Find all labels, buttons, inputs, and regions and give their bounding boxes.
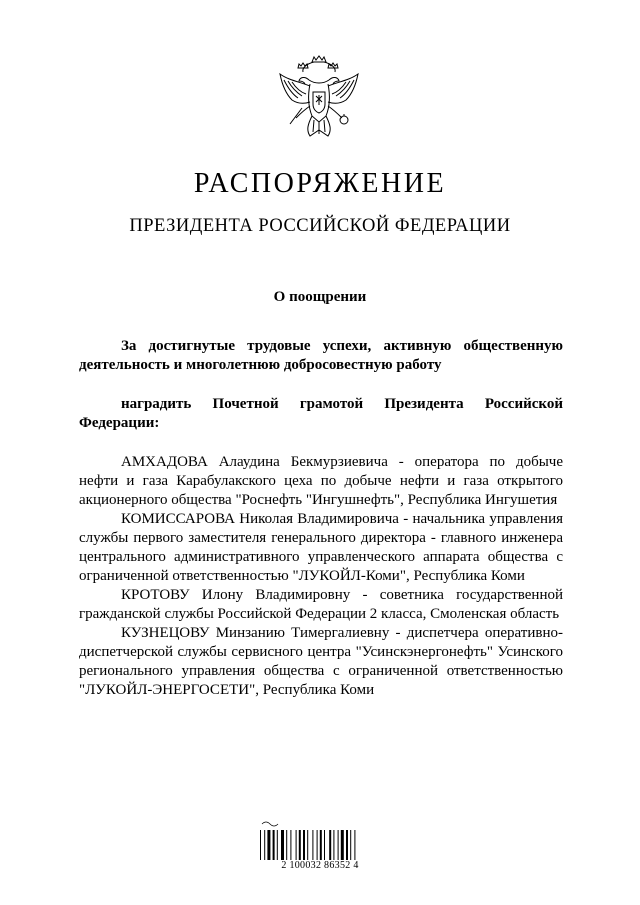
list-item: КУЗНЕЦОВУ Минзанию Тимергалиевну - диспетчера оперативно-диспетчерской службы сервисного центра "Усинскэнергонефть" Усинского регионального управления общества с ограниченной ответственностью "ЛУКОЙЛ-ЭНЕРГОСЕТИ", Республика Коми	[79, 625, 563, 698]
list-item: КОМИССАРОВА Николая Владимировича - начальника управления службы первого заместителя генерального директора - главного инженера центрального административного управленческого аппарата общества с ограниченной ответственностью "ЛУКОЙЛ-Коми", Республика Коми	[79, 511, 563, 584]
document-type-title: РАСПОРЯЖЕНИЕ	[193, 168, 447, 199]
award-paragraph: наградить Почетной грамотой Президента Российской Федерации:	[79, 396, 563, 431]
issuer-subtitle: ПРЕЗИДЕНТА РОССИЙСКОЙ ФЕДЕРАЦИИ	[129, 216, 511, 236]
coat-of-arms-icon	[276, 54, 362, 146]
intro-paragraph: За достигнутые трудовые успехи, активную общественную деятельность и многолетнюю добросовестную работу	[79, 338, 563, 373]
list-item: АМХАДОВА Алаудина Бекмурзиевича - оператора по добыче нефти и газа Карабулакского цеха по добыче нефти и газа открытого акционерного общества "Роснефть "Ингушнефть", Республика Ингушетия	[79, 454, 563, 508]
barcode-number: 2 100032 86352 4	[281, 860, 359, 871]
list-item: КРОТОВУ Илону Владимировну - советника государственной гражданской службы Российской Федерации 2 класса, Смоленская область	[79, 587, 563, 622]
recipients-list	[79, 453, 563, 700]
document-heading: О поощрении	[273, 289, 367, 305]
